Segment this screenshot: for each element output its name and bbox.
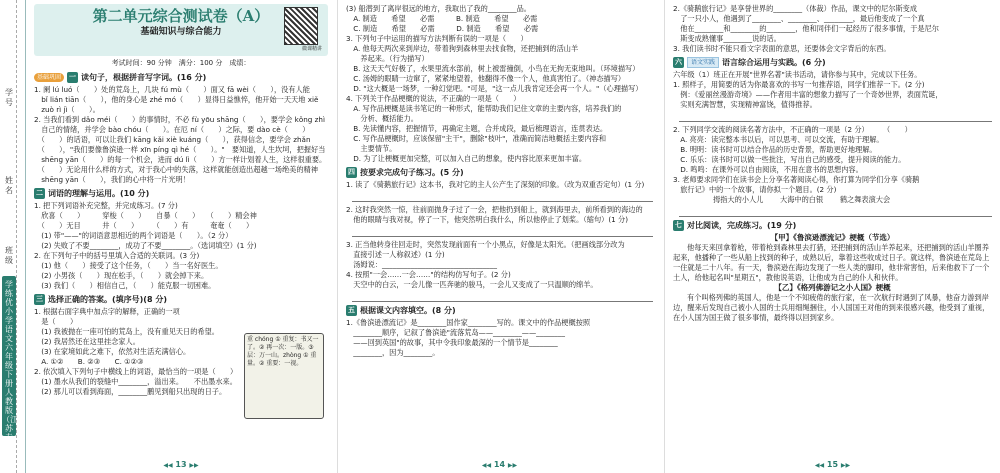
text-line: 1. 把下列词语补充完整，并完成练习。(7 分) (34, 201, 178, 210)
section-6-number: 六 (675, 58, 682, 66)
answer-line[interactable] (679, 112, 992, 122)
section-6-header (673, 57, 992, 68)
title-banner (34, 4, 328, 56)
section-4-title: 按要求完成句子练习。(5 分) (360, 168, 464, 177)
section-4-header (346, 167, 653, 178)
section-1-title: 读句子，根据拼音写字词。(16 分) (81, 73, 207, 82)
section-3-body (34, 307, 239, 367)
text-line: 1. 根据右面字典中加点字的解释，正确的一项 (34, 307, 180, 316)
page-number: 13 (175, 460, 187, 469)
text-line: 六年级（1）班正在开展"世界名著"读书活动，请你参与其中，完成以下任务。 (673, 70, 922, 79)
text-line: (2) 小男孩（ ）现在松手，（ ）就会掉下来。 (34, 271, 209, 280)
text-line: C. 汤姆的眼睛一边窜了，紧紧地望着，他翻得不像一个人，他真害怕了。（神态描写） (346, 74, 626, 83)
text-line: 主要情节。 (346, 144, 397, 153)
text-line: 2. 在下列句子中的括号里填入合适的关联词。(3 分) (34, 251, 200, 260)
text-line: 3. 正当他转身往回走时，突然发现前面有一个小黑点，好像是太阳光。（把画线部分改为 (346, 240, 625, 249)
text-line: B. 明明：读书时可以结合作品的历史背景，帮助更好地理解。 (673, 145, 877, 154)
text-line: ——回到英国"的故事，其中令我印象最深的一个情节是________ (346, 338, 558, 347)
next-arrow-icon: ▶▶ (840, 462, 851, 469)
section-7-header (673, 220, 992, 231)
brand-strip: 学练优小学语文六年级下册人教版（江苏专版） (2, 276, 16, 436)
text-line: (2) 那儿可以看到海面，________鹏见到船只出现的日子。 (34, 387, 227, 396)
text-line: 2. 这时我突然一惊，往前面抛身子过了一会，把他扔到船上，就到海里去，前所看到的海边的 (346, 205, 643, 214)
text-line: 1. 照样子，用简要的话为你最喜欢的书写一句推荐语，同学们推荐一下。(2 分) (673, 80, 925, 89)
text-line: (1) 他（ ）接受了这个任务，（ ）当一名好医生。 (34, 261, 223, 270)
section-5-continued (673, 4, 992, 54)
text-line: （ ）的话语，可以让我们 kāng kǎi xiè kuáng（ ），获得信念，要学会 zhǎn (34, 135, 311, 144)
section-3-header (34, 294, 328, 305)
section-6-title: 语言综合运用与实践。(6 分) (722, 58, 826, 67)
text-line: （ ）无目 井（ ） （ ）有 奄奄（ ） (34, 221, 254, 230)
text-line: 养起来。（行为描写） (346, 54, 429, 63)
text-line: A. ①② B. ②③ C. ①②③ (34, 357, 144, 366)
section-5-body (346, 318, 653, 358)
text-line: 1. 读了《骑鹅旅行记》这本书，我对它的主人公产生了深刻的印象。（改为双重否定句）(1 分) (346, 180, 645, 189)
section-1-number: 一 (69, 73, 77, 81)
page-number: 14 (493, 460, 506, 469)
student-id-label: 学号 (5, 88, 13, 107)
section-1-tag: 基础巩固 (34, 73, 64, 82)
text-line: C. 写作品梗概时，应该保留"主干"，删除"枝叶"，准确而简洁地概括主要内容和 (346, 134, 607, 143)
binding-spine (0, 0, 26, 473)
hint-word: 大海中的白银 (780, 195, 824, 204)
text-line: 1. 阑 lú luó（ ）处的荒岛上，几块 fú mù（ ）面又 fā wèi（ ），没有人能 (34, 85, 310, 94)
text-line: 4. 按照"一会……一会……"的结构仿写句子。(2 分) (346, 270, 511, 279)
text-line: 他在________和________的________，他和同伴们一起经历了很多事情，于是尼尔 (673, 24, 939, 33)
prev-arrow-icon: ◀◀ (814, 462, 825, 469)
text-line: (3) 船潜到了离岸很远的地方，我取出了我的________品。 (346, 4, 531, 13)
hint-word: 拇指大的小人儿 (713, 195, 764, 204)
text-line: 实则充满智慧，实现精神富饶，值得推荐。 (673, 100, 817, 109)
text-line: (2) 我居然还在这里挂念家人。 (34, 337, 140, 346)
text-line: D. "这大概是一场梦，一种幻觉吧。"可是，"这一点儿我肯定还会再一个人。"（心理描写） (346, 84, 643, 93)
page-number-14 (338, 460, 661, 471)
article-b-title: 【乙】《格列佛游记之小人国》梗概 (774, 283, 891, 292)
page-number-13 (28, 460, 334, 471)
page-15 (664, 0, 1000, 473)
text-line: 1.《鲁滨逊漂流记》是________国作家________写的。课文中的作品梗概按照 (346, 318, 591, 327)
hint-words (673, 195, 992, 205)
text-line: (3) 我们（ ）相信自己，（ ）能克服一切困难。 (34, 281, 216, 290)
page-13 (28, 0, 334, 473)
text-line: A. 写作品梗概是读书笔记的一种形式，能帮助我们记住文章的主要内容，培养我们的 (346, 104, 622, 113)
section-7-title: 对比阅读，完成练习。(19 分) (687, 221, 797, 230)
section-2-title: 词语的理解与运用。(10 分) (48, 189, 150, 198)
section-6-tag: 语文实践 (687, 57, 719, 68)
text-line: 了一只小人，他遇到了________、________、________，最后他变成了一个真 (673, 14, 925, 23)
text-line: 欣喜（ ） 穿梭（ ） 自暴（ ） （ ）精会神 (34, 211, 257, 220)
section-3-continued (346, 4, 653, 164)
section-2-number: 二 (36, 189, 43, 197)
text-line: C. 制造 希望 必需 D. 制造 希望 必需 (346, 24, 539, 33)
text-line: (2) 失败了不要________，成功了不要________。（选词填空）(1 分) (34, 241, 257, 250)
text-line: 他的眼睛与我对视，停了一下，他突然明白我什么，所以他停止了划桨。（缩句）(1 分) (346, 215, 628, 224)
text-line: (1) 带"——"的词语意思相近的两个词语是（ ）。（2 分） (34, 231, 233, 240)
article-a-title: 【甲】《鲁滨逊漂流记》梗概（节选） (770, 233, 895, 242)
text-line: 天空中的白云，一会儿像一匹奔驰的骏马，一会儿又变成了一只温顺的绵羊。 (346, 280, 598, 289)
text-line: (3) 在家境如此之难下，依然对生活充满信心。 (34, 347, 191, 356)
name-label: 姓名 (5, 176, 13, 195)
section-3-number: 三 (36, 295, 43, 303)
text-line: 3. 老师要求同学们在读书会上分享名著阅读心得，你打算为同学们分享《骑鹅 (673, 175, 920, 184)
text-line: 直接引述一人称叙述）(1 分) (346, 250, 445, 259)
text-line: 自己的情绪，并学会 bào chóu（ ）。在厄 ní（ ）之际，要 dào cè（ ） (34, 125, 310, 134)
text-line: 2.《骑鹅旅行记》是享誉世界的________（体裁）作品，课文中的尼尔斯变成 (673, 4, 918, 13)
section-6-body (673, 70, 992, 217)
text-line: 分析、概括能力。 (346, 114, 418, 123)
section-1-body (34, 85, 328, 185)
text-line: B. 先读懂内容，把握情节，再确定主题，合并成段，最后梳理语言，连贯表达。 (346, 124, 608, 133)
text-line: 2. 依次填入下列句子中横线上的词语，最恰当的一项是（ ） (34, 367, 238, 376)
answer-line[interactable] (352, 227, 653, 237)
hint-word: 鹤之舞表演大会 (839, 195, 891, 204)
class-label: 班级 (5, 246, 13, 265)
text-line: 3. 下列句子中运用的描写方法判断有误的一项是（ ） (346, 34, 528, 43)
prev-arrow-icon: ◀◀ (481, 462, 492, 469)
text-line: 汤姆说：________________________________ (346, 260, 497, 269)
text-line: bǐ lián tiān（ ），他的身心是 zhé mó（ ）显得日益憔悴，他开始一天天地 xiě (34, 95, 319, 104)
section-7-number: 七 (675, 221, 682, 229)
text-line: A. 制造 希望 必需 B. 制造 希望 必需 (346, 14, 538, 23)
answer-line[interactable] (352, 292, 653, 302)
text-line: shēng yān（ ）的每一个机会，进而 dú lì（ ）方一样计划着人生，这样很重要。 (34, 155, 327, 164)
section-5-title: 根据课文内容填空。(8 分) (360, 306, 456, 315)
article-a-body: 他每天来回拿着枪，带着枪到森林里去打猎，还把捕到的活山羊养起来，还把捕到的活山羊圈养起来，他播种了一些从船上找到的种子，成熟以后，靠着这些收成过日子。就这样，鲁滨逊在荒岛上一住就是二十八年。有一天，鲁滨逊在海边发现了一些人类的脚印，他非常害怕，后来他救下了一个土人，给他起名叫"星期五"，教他说英语，让他成为自己的仆人和伙伴。 (673, 243, 990, 282)
section-5-header (346, 305, 653, 316)
section-4-body (346, 180, 653, 302)
text-line: (1) 墨水从我们的裂缝中________，溢出来。 不出墨水来。 (34, 377, 237, 386)
answer-line[interactable] (352, 192, 653, 202)
text-line: （ ）无论用什么样的方式，对于我心中的失落，这样就能创造出超越一场绝美的精神 (34, 165, 318, 174)
text-line: 旅行记》中的一个故事，请你拟一个题目。(2 分) (673, 185, 837, 194)
text-line: A. 他每天两次来到岸边，带着狗到森林里去找食物，还把捕到的活山羊 (346, 44, 579, 53)
text-line: shēng yān（ ），我们的心中将一片光明！ (34, 175, 190, 184)
answer-line[interactable] (679, 207, 992, 217)
exam-meta: 考试时间：90 分钟 满分：100 分 成绩： (111, 59, 251, 67)
text-line: zuò rì jì（ ）。 (34, 105, 100, 114)
text-line: 2. 下列同学交流的阅读名著方法中，不正确的一项是（2 分） （ ） (673, 125, 912, 134)
text-line: D. 为了让梗概更加完整，可以加入自己的想象，使内容比原来更加丰富。 (346, 154, 587, 163)
cut-line (16, 0, 24, 473)
text-line: D. 鸣鸣：在课外可以自由阅读，不用在意书的思想内容。 (673, 165, 863, 174)
text-line: 例：《爱丽丝漫游奇境》——作者用丰富的想象力描写了一个奇妙世界，表面荒诞， (673, 90, 943, 99)
prev-arrow-icon: ◀◀ (163, 462, 173, 469)
text-line: ________，因为________。 (346, 348, 440, 357)
next-arrow-icon: ▶▶ (189, 462, 199, 469)
article-b-body: 有个叫格列佛的英国人，他是一个不知疲倦的旅行家，在一次航行时遇到了风暴，他奋力游到岸边，醒来后发现自己被小人国的士兵用细绳捆住，小人国国王对他的到来很感兴趣，他受到了重视，在小人国为国王做了很多事情，最终得以回到家乡。 (673, 293, 990, 322)
text-line: 斯变成熟懂事________说的话。 (673, 34, 781, 43)
text-line: 3. 我们读书时不能只看文字表面的意思，还要体会文字背后的东西。 (673, 44, 891, 53)
text-line: （ ），"我们要像鲁滨逊一样 xīn píng qì hé（ ）。" 要知道，人生坎坷，把握好当 (34, 145, 326, 154)
section-4-number: 四 (348, 168, 355, 176)
page-number-15 (665, 460, 1000, 471)
section-2-header (34, 188, 328, 199)
page-subtitle: 基础知识与综合能力 (140, 27, 222, 37)
text-line: 是（ ） (34, 317, 78, 326)
section-3-title: 选择正确的答案。(填序号)(8 分) (48, 295, 167, 304)
section-5-number: 五 (348, 306, 355, 314)
text-line: (1) 我被抛在一座可怕的荒岛上，没有重见天日的希望。 (34, 327, 219, 336)
section-1-header (34, 72, 328, 83)
text-line: 4. 下列关于作品梗概的说法，不正确的一项是（ ） (346, 94, 521, 103)
section-2-body (34, 201, 328, 291)
page-title: 第二单元综合测试卷（A） (92, 7, 270, 25)
page-number: 15 (826, 460, 839, 469)
text-line: 2. 当我们看到 dǎo méi（ ）的事情时，不必 fù yōu shāng（ ），要学会 kǒng zhì (34, 115, 325, 124)
text-line: B. 这天天气好极了，水果里流水部前，树上被雷撞倒，小鸟在无拘无束地叫。（环境描写） (346, 64, 640, 73)
qr-caption: 微课精讲 (301, 46, 322, 52)
next-arrow-icon: ▶▶ (507, 462, 518, 469)
page-14 (337, 0, 661, 473)
text-line: C. 乐乐：读书时可以做一些批注，写出自己的感受，提升阅读的能力。 (673, 155, 906, 164)
text-line: ________顺序，记叙了鲁滨逊"流落荒岛——________——________ (346, 328, 565, 337)
dictionary-box: 重 chóng ① 重复：书又一了。② 再一次：一版。③ 层：万一山。zhòng ① 重量。② 重要：一视。 (244, 333, 324, 419)
qr-code-icon[interactable] (284, 7, 318, 45)
text-line: A. 亮亮：读完整本书以后，可以思考、可以交流，有助于理解。 (673, 135, 884, 144)
